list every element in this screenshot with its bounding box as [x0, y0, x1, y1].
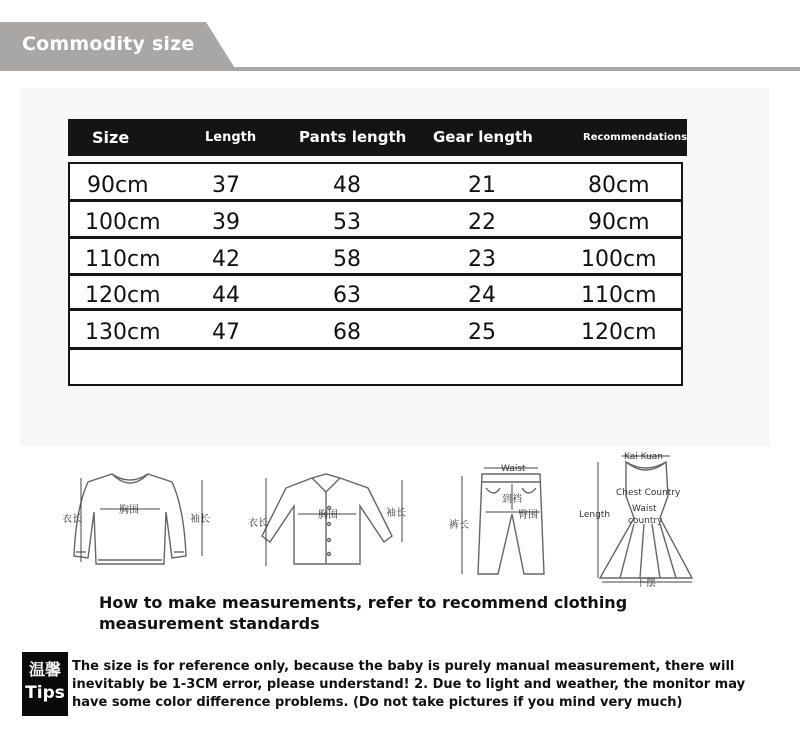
measurement-caption: How to make measurements, refer to recommend clothing measurement standards	[99, 593, 628, 633]
size-cell: 110cm	[85, 247, 161, 272]
shirt-sleeve-label: 袖长	[386, 508, 406, 519]
gear-length-cell: 23	[468, 247, 496, 272]
length-cell: 47	[212, 320, 240, 345]
pants-crotch-label: 到裆	[502, 494, 522, 505]
measurement-diagrams	[0, 448, 800, 598]
pants-length-cell: 63	[333, 283, 361, 308]
pants-length-cell: 53	[333, 210, 361, 235]
length-cell: 42	[212, 247, 240, 272]
size-cell: 100cm	[85, 210, 161, 235]
sweater-sleeve-label: 袖长	[190, 514, 210, 525]
gear-length-cell: 22	[468, 210, 496, 235]
pants-length-label: 裤长	[449, 520, 469, 531]
pants-length-cell: 68	[333, 320, 361, 345]
dress-waist-label-2: country	[628, 516, 663, 526]
tips-badge	[22, 652, 68, 716]
table-row	[70, 202, 681, 239]
dress-top-label: Kai Kuan	[624, 452, 663, 462]
section-title: Commodity size	[22, 33, 195, 55]
recommendation-cell: 80cm	[588, 173, 650, 198]
dress-length-label: Length	[579, 510, 611, 520]
recommendation-cell: 110cm	[581, 283, 657, 308]
pants-length-cell: 48	[333, 173, 361, 198]
size-cell: 130cm	[85, 320, 161, 345]
size-cell: 120cm	[85, 283, 161, 308]
size-cell: 90cm	[87, 173, 149, 198]
column-header-pants-length: Pants length	[299, 128, 407, 146]
shirt-length-label: 衣长	[248, 518, 268, 529]
gear-length-cell: 21	[468, 173, 496, 198]
gear-length-cell: 25	[468, 320, 496, 345]
sweater-length-label: 衣长	[62, 514, 82, 525]
tips-label-cn: 温馨	[28, 660, 61, 679]
table-row	[70, 164, 681, 202]
column-header-recommendations: Recommendations	[583, 132, 688, 143]
dress-waist-label: Waist	[632, 504, 657, 514]
header-divider	[0, 67, 800, 71]
pants-waist-label: Waist	[501, 464, 526, 474]
size-table-body	[68, 162, 683, 386]
column-header-size: Size	[92, 128, 130, 147]
recommendation-cell: 90cm	[588, 210, 650, 235]
gear-length-cell: 24	[468, 283, 496, 308]
tips-label-en: Tips	[25, 683, 65, 703]
length-cell: 37	[212, 173, 240, 198]
sweater-chest-label: 胸围	[119, 505, 139, 516]
pants-length-cell: 58	[333, 247, 361, 272]
recommendation-cell: 100cm	[581, 247, 657, 272]
pants-hip-label: 臀围	[518, 510, 538, 521]
dress-chest-label: Chest Country	[616, 488, 681, 498]
recommendation-cell: 120cm	[581, 320, 657, 345]
dress-hem-label: 下摆	[636, 578, 656, 589]
pants-diagram	[478, 474, 544, 574]
column-header-length: Length	[205, 130, 257, 145]
length-cell: 44	[212, 283, 240, 308]
table-row	[70, 311, 681, 350]
length-cell: 39	[212, 210, 240, 235]
table-row	[70, 239, 681, 276]
column-header-gear-length: Gear length	[433, 128, 533, 146]
size-table-header	[68, 119, 687, 156]
shirt-chest-label: 胸围	[318, 510, 338, 521]
sweater-diagram	[74, 474, 186, 564]
tips-text: The size is for reference only, because the baby is purely manual measurement, there will inevitably be 1-3CM error, please understand! 2. Due to light and weather, the monitor may have some color difference problems. (Do not take pictures if you mind very much)	[72, 659, 746, 710]
table-row	[70, 276, 681, 311]
